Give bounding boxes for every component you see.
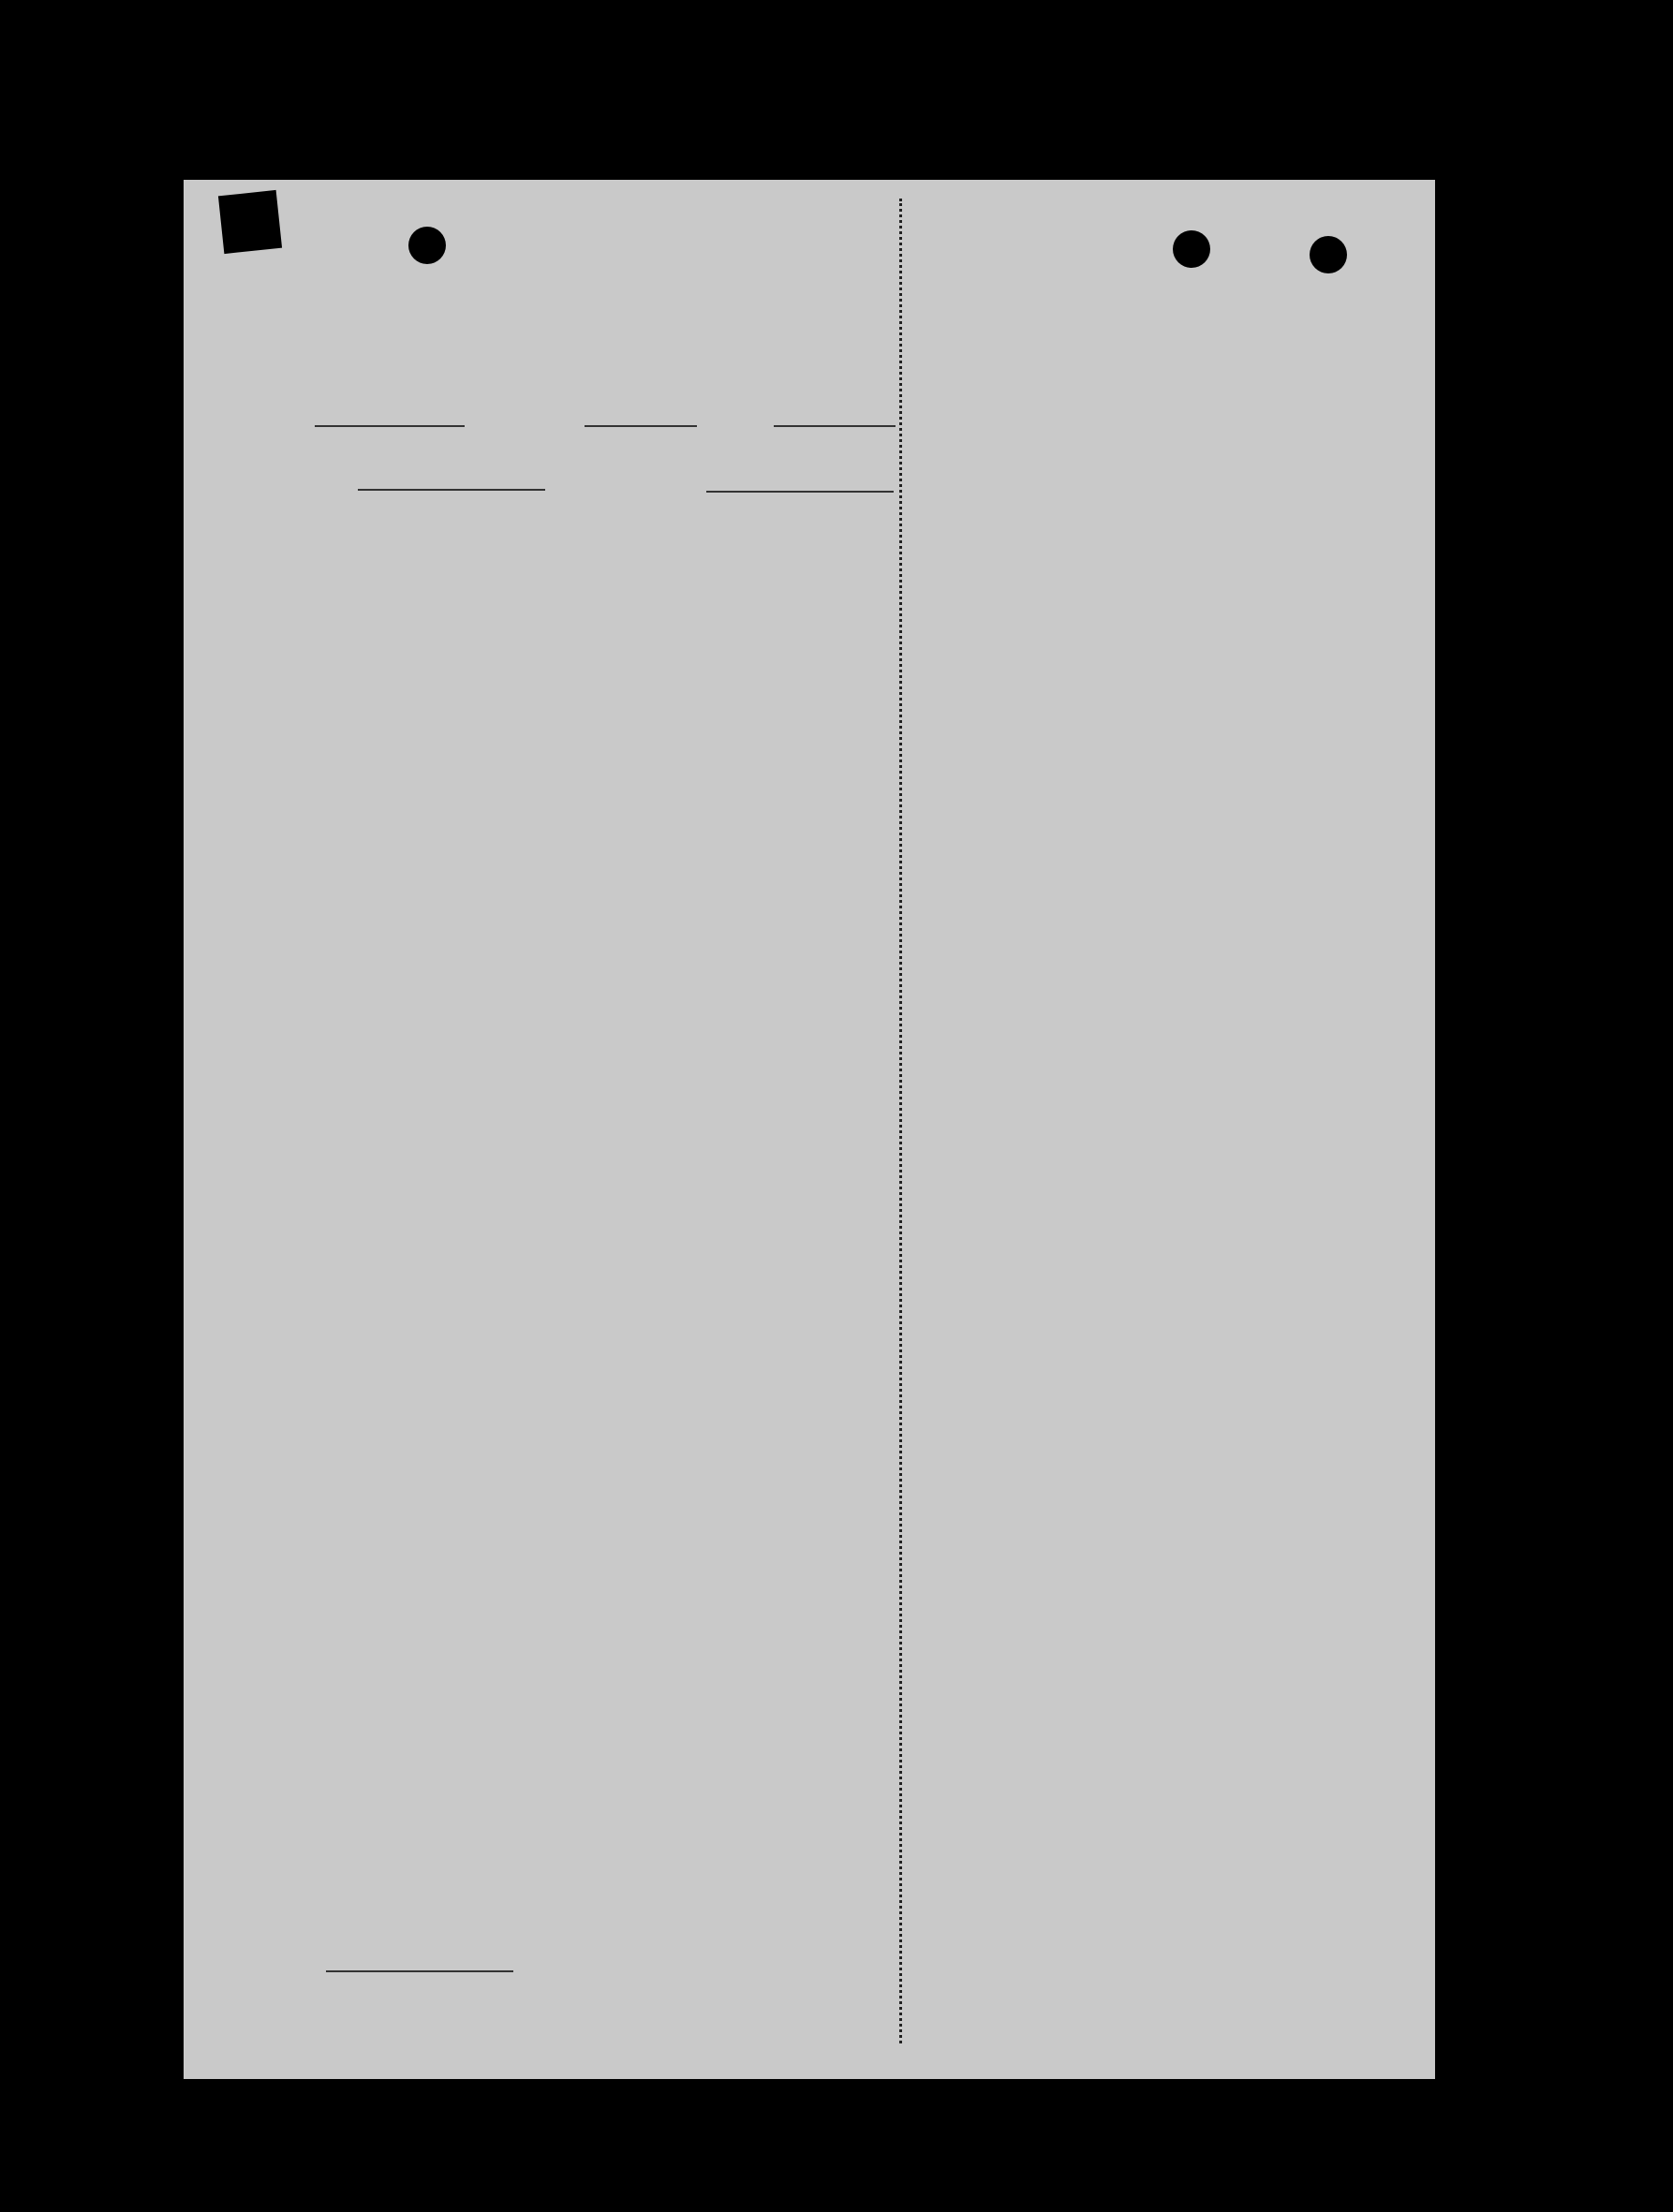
manifest-sheet — [184, 180, 1435, 2079]
punch-hole — [1310, 236, 1347, 273]
perforation-line — [899, 199, 908, 2043]
punch-hole — [1173, 230, 1210, 268]
punch-hole — [408, 227, 446, 264]
torn-corner — [218, 190, 282, 254]
col-destination — [1167, 560, 1293, 568]
